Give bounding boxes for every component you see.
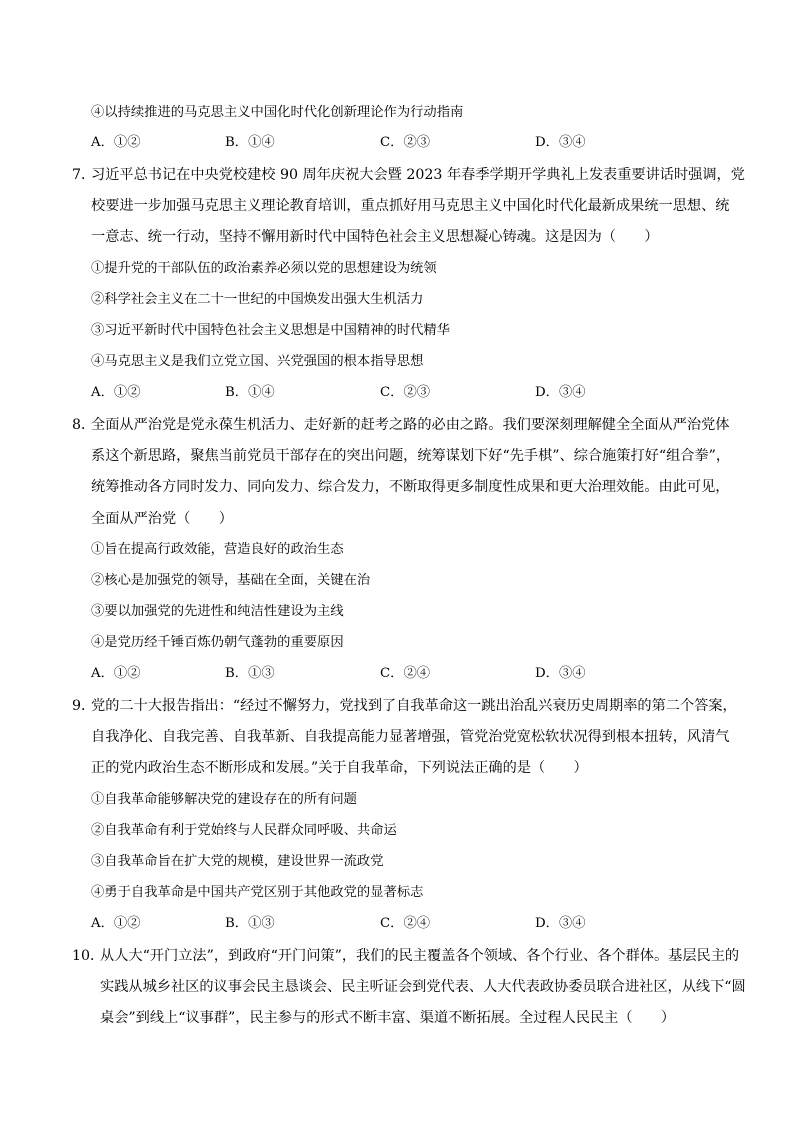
q6-item-4: ④以持续推进的马克思主义中国化时代化创新理论作为行动指南 (91, 105, 464, 120)
q7-option-d: D．③④ (535, 385, 586, 400)
q8-item-3: ③要以加强党的先进性和纯洁性建设为主线 (91, 604, 344, 619)
q7-stem-line-1: 习近平总书记在中央党校建校 90 周年庆祝大会暨 2023 年春季学期开学典礼上发表重要讲话时强调，党 (91, 167, 745, 183)
q9-option-a: A．①② (91, 916, 141, 931)
q8-option-b: B．①③ (225, 666, 275, 681)
q9-stem-line-1: 党的二十大报告指出：“经过不懈努力，党找到了自我革命这一跳出治乱兴衰历史周期率的第二个答案， (91, 698, 737, 714)
q9-stem-line-2: 自我净化、自我完善、自我革新、自我提高能力显著增强，管党治党宽松软状况得到根本扭转，风清气 (91, 729, 730, 745)
q7-stem-line-3: 一意志、统一行动，坚持不懈用新时代中国特色社会主义思想凝心铸魂。这是因为（ ） (91, 229, 659, 245)
q9-stem-line-3: 正的党内政治生态不断形成和发展。”关于自我革命，下列说法正确的是（ ） (91, 760, 588, 776)
q9-option-b: B．①③ (225, 916, 275, 931)
q10-stem-line-3: 桌会”到线上“议事群”，民主参与的形式不断丰富、渠道不断拓展。全过程人民民主（ ） (100, 1010, 676, 1026)
q6-option-a: A．①② (91, 135, 141, 150)
q9-item-2: ②自我革命有利于党始终与人民群众同呼吸、共命运 (91, 823, 397, 838)
q7-option-a: A．①② (91, 385, 141, 400)
q8-item-4: ④是党历经千锤百炼仍朝气蓬勃的重要原因 (91, 635, 344, 650)
q8-number: 8． (72, 417, 96, 433)
q9-item-3: ③自我革命旨在扩大党的规模，建设世界一流政党 (91, 854, 384, 869)
q7-item-1: ①提升党的干部队伍的政治素养必须以党的思想建设为统领 (91, 261, 437, 276)
q7-stem-line-2: 校要进一步加强马克思主义理论教育培训，重点抓好用马克思主义中国化时代化最新成果统一思想、统 (91, 198, 730, 214)
q6-option-b: B．①④ (225, 135, 275, 150)
q10-stem-line-1: 从人大“开门立法”，到政府“开门问策”，我们的民主覆盖各个领域、各个行业、各个群体。基层民主的 (100, 948, 740, 964)
q8-option-c: C．②④ (380, 666, 431, 681)
q7-number: 7． (72, 167, 96, 183)
q7-option-b: B．①④ (225, 385, 275, 400)
q6-option-c: C．②③ (380, 135, 431, 150)
q8-option-a: A．①② (91, 666, 141, 681)
q9-number: 9． (72, 698, 96, 714)
q8-stem-line-4: 全面从严治党（ ） (91, 511, 233, 527)
q9-item-4: ④勇于自我革命是中国共产党区别于其他政党的显著标志 (91, 885, 424, 900)
q9-item-1: ①自我革命能够解决党的建设存在的所有问题 (91, 792, 357, 807)
q6-option-d: D．③④ (535, 135, 586, 150)
q10-number: 10． (72, 948, 105, 964)
q8-stem-line-2: 系这个新思路，聚焦当前党员干部存在的突出问题，统筹谋划下好“先手棋”、综合施策打好“组合拳”， (91, 448, 731, 464)
q9-option-d: D．③④ (535, 916, 586, 931)
q8-stem-line-1: 全面从严治党是党永葆生机活力、走好新的赶考之路的必由之路。我们要深刻理解健全全面从严治党体 (91, 417, 730, 433)
q7-item-4: ④马克思主义是我们立党立国、兴党强国的根本指导思想 (91, 354, 424, 369)
q7-item-2: ②科学社会主义在二十一世纪的中国焕发出强大生机活力 (91, 292, 424, 307)
q8-item-2: ②核心是加强党的领导，基础在全面，关键在治 (91, 573, 371, 588)
q7-option-c: C．②③ (380, 385, 431, 400)
q9-option-c: C．②④ (380, 916, 431, 931)
q7-item-3: ③习近平新时代中国特色社会主义思想是中国精神的时代精华 (91, 323, 451, 338)
q10-stem-line-2: 实践从城乡社区的议事会民主恳谈会、民主听证会到党代表、人大代表政协委员联合进社区，从线下“圆 (100, 979, 746, 995)
q8-stem-line-3: 统筹推动各方同时发力、同向发力、综合发力，不断取得更多制度性成果和更大治理效能。由此可见， (91, 479, 730, 495)
q8-item-1: ①旨在提高行政效能，营造良好的政治生态 (91, 542, 344, 557)
q8-option-d: D．③④ (535, 666, 586, 681)
